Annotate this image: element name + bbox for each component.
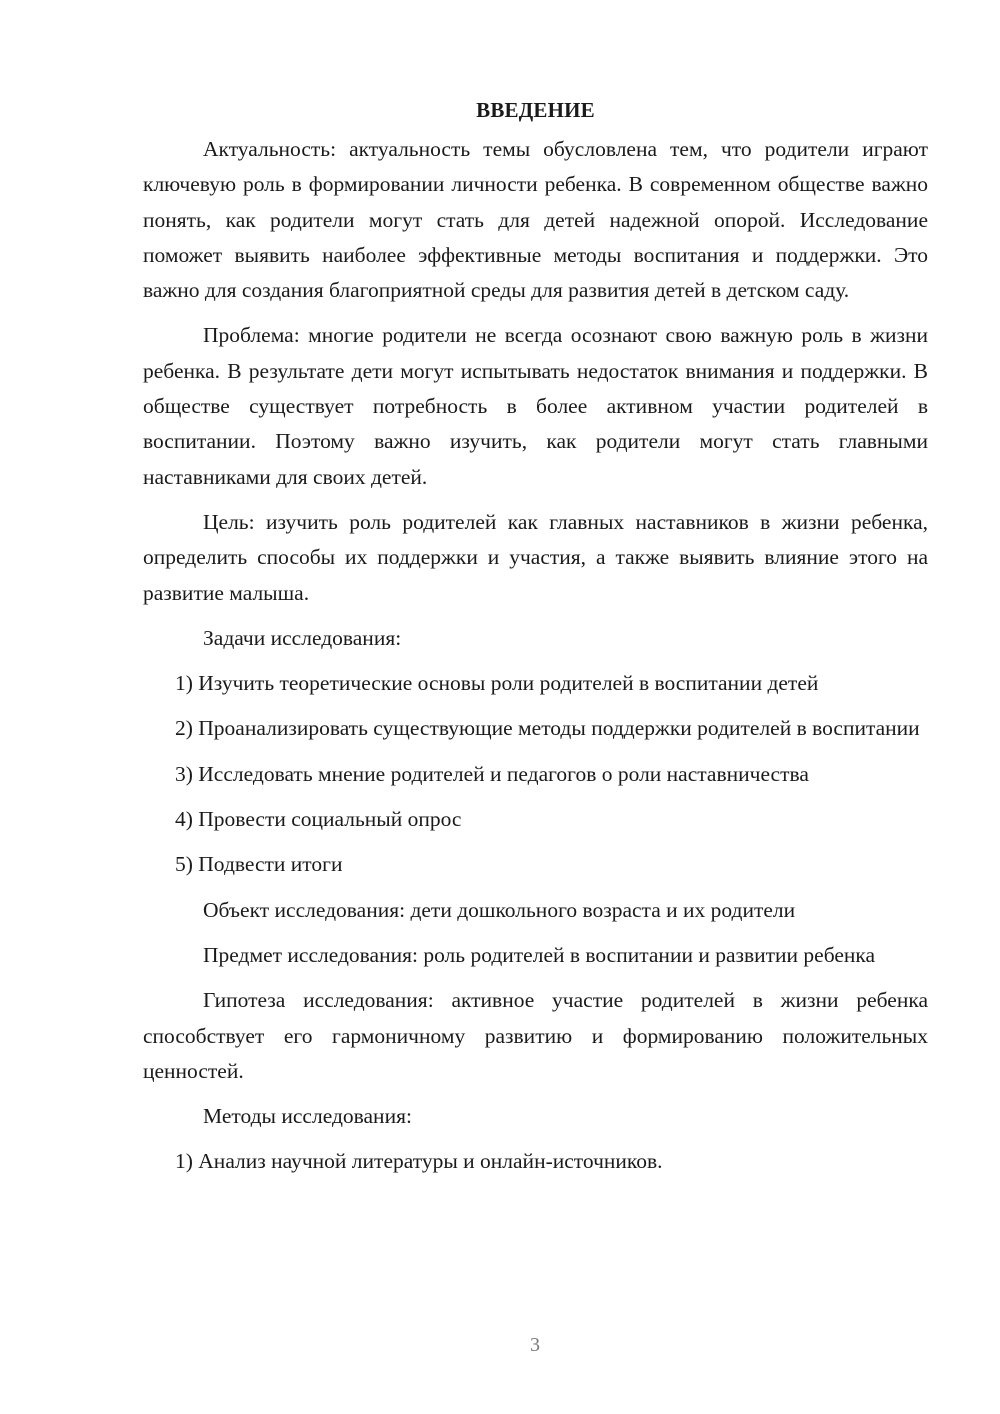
relevance-paragraph: Актуальность: актуальность темы обусловлена тем, что родители играют ключевую роль в формировании личности ребенка. В современном обществе важно понять, как родители могут стать для детей надежной опорой. Исследование поможет выявить наиболее эффективные методы воспитания и поддержки. Это важно для создания благоприятной среды для развития детей в детском саду. [143,137,928,303]
task-item-3: 3) Исследовать мнение родителей и педагогов о роли наставничества [175,761,809,786]
task-item-2: 2) Проанализировать существующие методы поддержки родителей в воспитании [175,716,920,741]
object-paragraph: Объект исследования: дети дошкольного возраста и их родители [203,897,796,922]
task-item-4: 4) Провести социальный опрос [175,807,462,832]
page-number: 3 [530,1334,540,1356]
section-title: ВВЕДЕНИЕ [476,98,595,122]
methods-heading: Методы исследования: [203,1104,412,1129]
problem-paragraph: Проблема: многие родители не всегда осознают свою важную роль в жизни ребенка. В результате дети могут испытывать недостаток внимания и поддержки. В обществе существует потребность в более активном участии родителей в воспитании. Поэтому важно изучить, как родители могут стать главными наставниками для своих детей. [143,323,928,489]
subject-paragraph: Предмет исследования: роль родителей в воспитании и развитии ребенка [203,942,876,967]
tasks-heading: Задачи исследования: [203,625,402,650]
task-item-5: 5) Подвести итоги [175,852,343,877]
task-item-1: 1) Изучить теоретические основы роли родителей в воспитании детей [175,671,819,696]
goal-paragraph: Цель: изучить роль родителей как главных наставников в жизни ребенка, определить способы их поддержки и участия, а также выявить влияние этого на развитие малыша. [143,509,928,605]
hypothesis-paragraph: Гипотеза исследования: активное участие родителей в жизни ребенка способствует его гармоничному развитию и формированию положительных ценностей. [143,988,928,1083]
method-item-1: 1) Анализ научной литературы и онлайн-источников. [175,1149,663,1174]
page-body [143,92,928,1190]
